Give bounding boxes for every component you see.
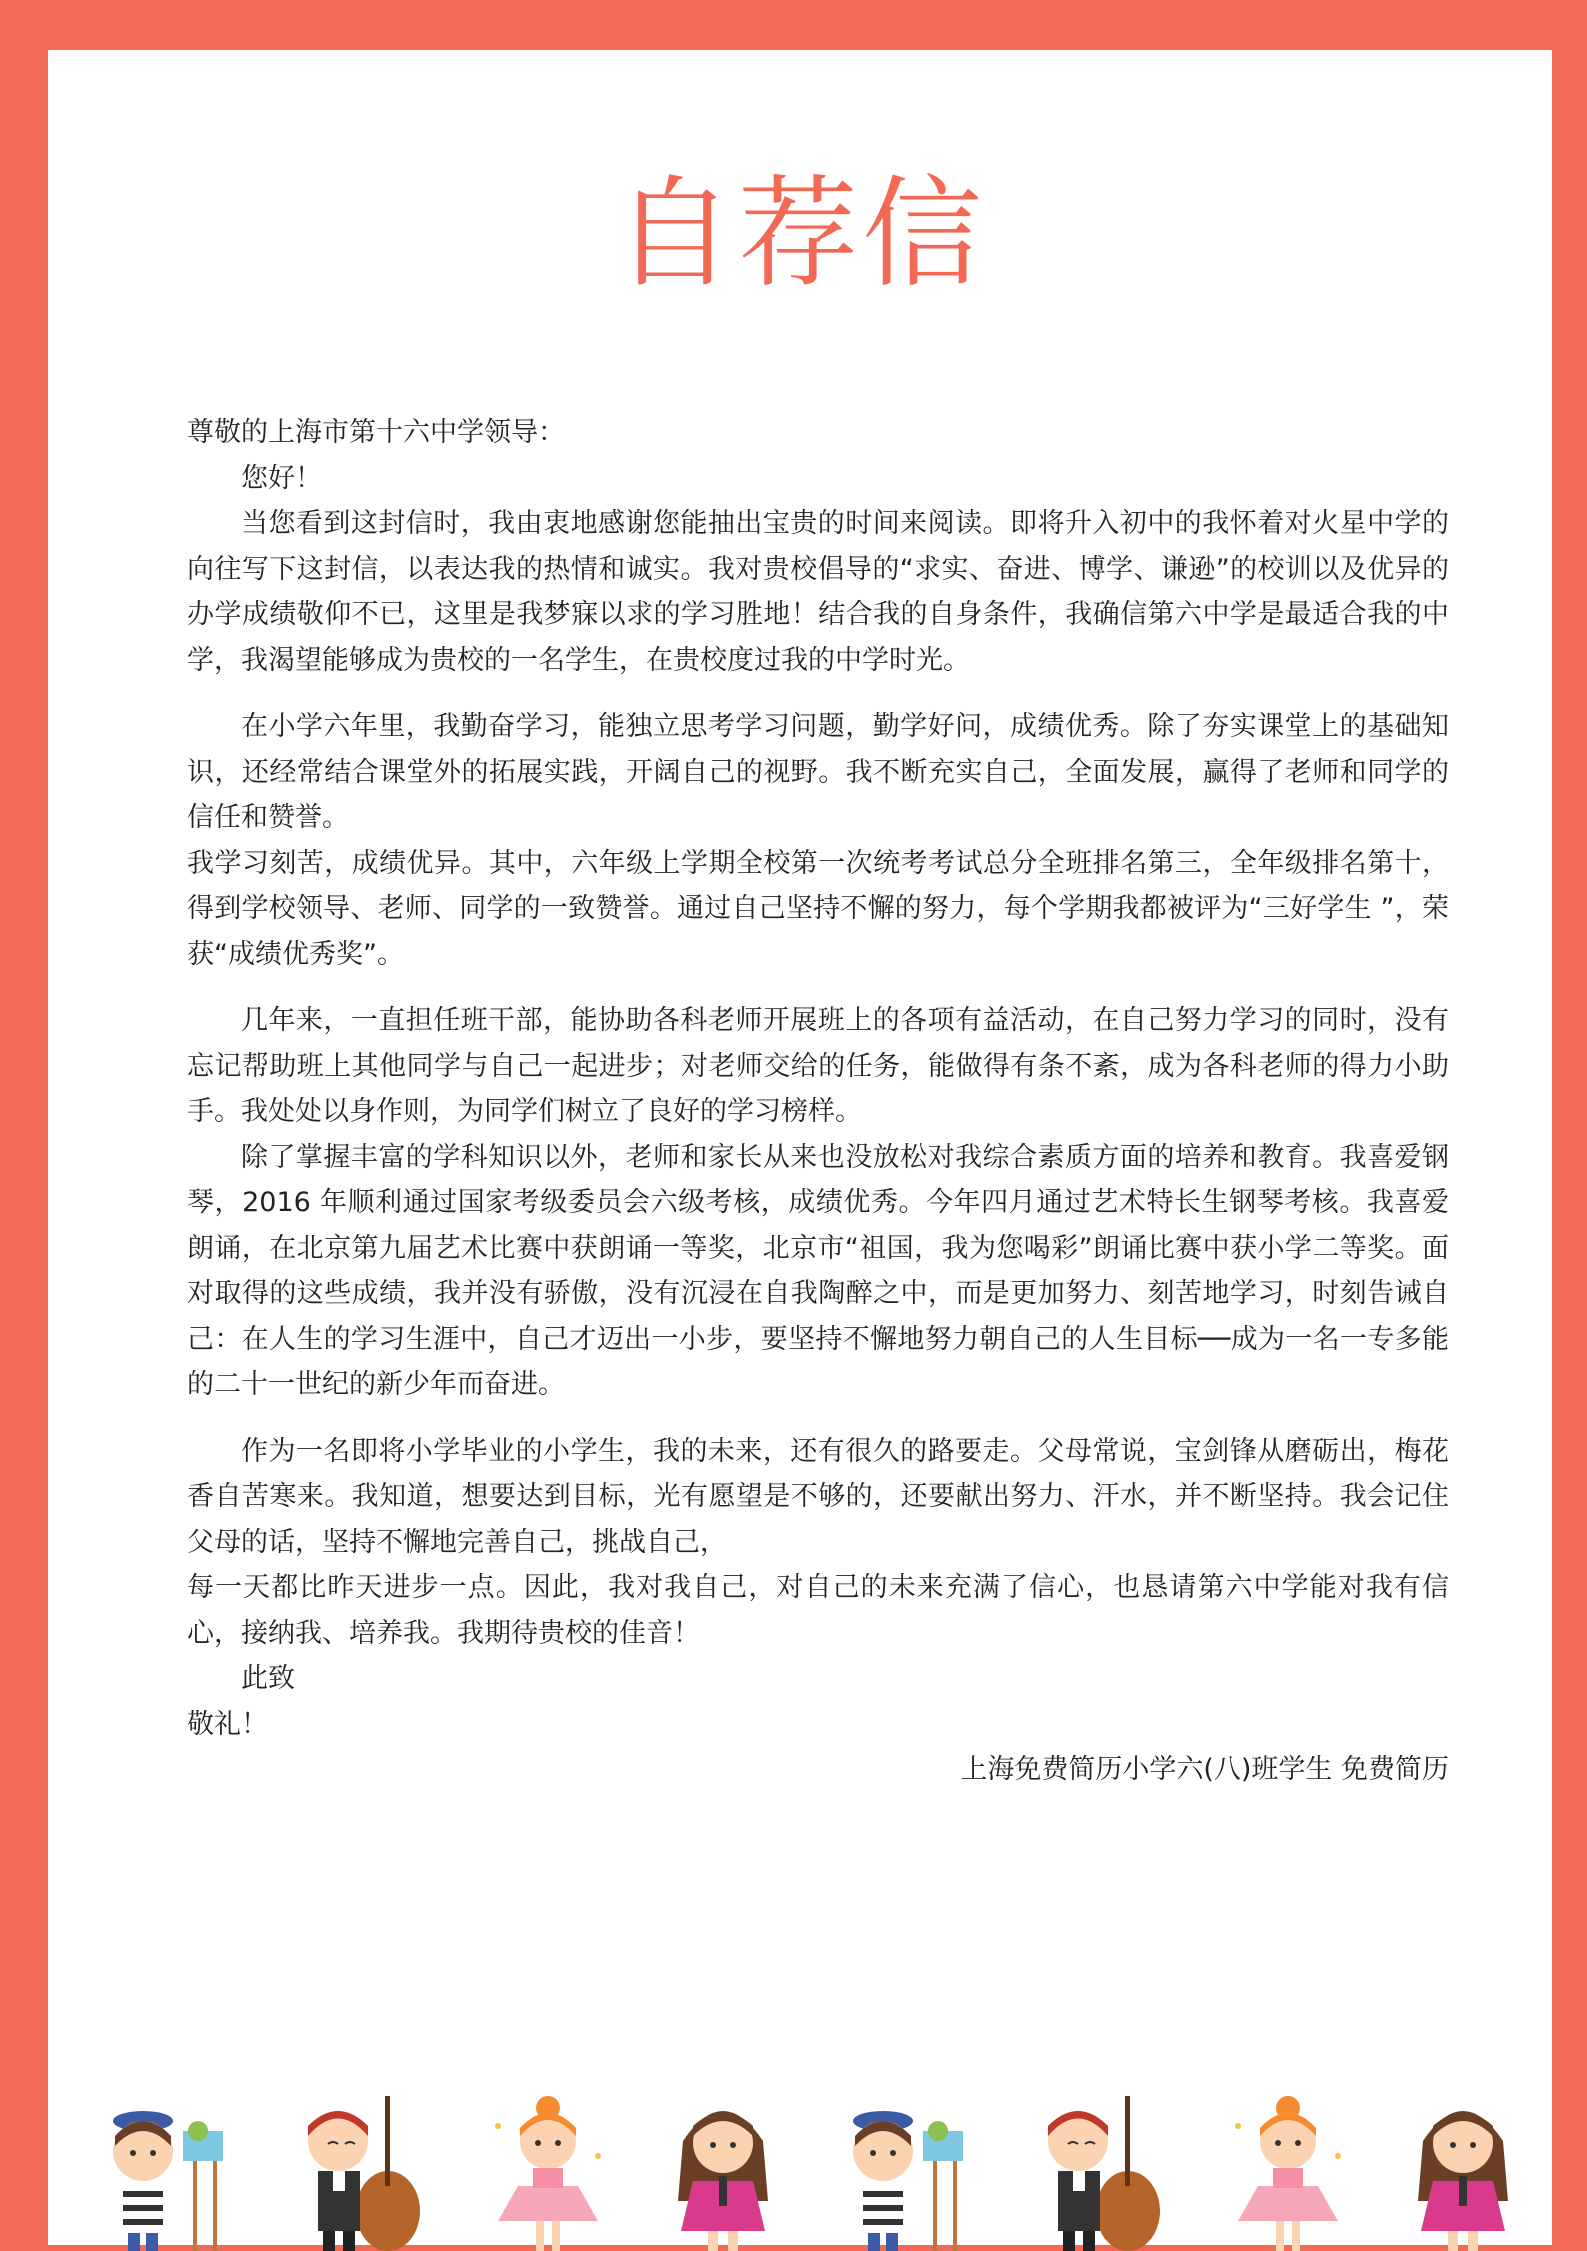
closing-line-2: 敬礼！ (187, 1708, 268, 1740)
letter-body (187, 410, 1449, 1793)
singer-kid-icon (653, 2081, 793, 2251)
paragraph-intro: 当您看到这封信时，我由衷地感谢您能抽出宝贵的时间来阅读。即将升入初中的我怀着对火星中学的向往写下这封信，以表达我的热情和诚实。我对贵校倡导的“求实、奋进、博学、谦逊”的校训以及优异的办学成绩敬仰不已，这里是我梦寐以求的学习胜地！结合我的自身条件，我确信第六中学是最适合我的中学，我渴望能够成为贵校的一名学生，在贵校度过我的中学时光。 (187, 508, 1449, 676)
painter-kid-icon (88, 2091, 238, 2251)
closing-line-1: 此致 (241, 1663, 295, 1694)
paragraph-grades: 我学习刻苦，成绩优异。其中，六年级上学期全校第一次统考考试总分全班排名第三，全年级排名第十，得到学校领导、老师、同学的一致赞誉。通过自己坚持不懈的努力，每个学期我都被评为“三好学生 ”，荣获“成绩优秀奖”。 (187, 847, 1449, 970)
letter-page (48, 50, 1552, 2245)
cellist-kid-icon-2 (1033, 2086, 1173, 2251)
paragraph-study: 在小学六年里，我勤奋学习，能独立思考学习问题，勤学好问，成绩优秀。除了夯实课堂上的基础知识，还经常结合课堂外的拓展实践，开阔自己的视野。我不断充实自己，全面发展，赢得了老师和同学的信任和赞誉。 (187, 711, 1449, 833)
painter-kid-icon-2 (828, 2091, 978, 2251)
page-title: 自荐信 (614, 165, 986, 304)
cellist-kid-icon (293, 2086, 433, 2251)
ballerina-kid-icon-2 (1218, 2086, 1358, 2251)
singer-kid-icon-2 (1393, 2081, 1533, 2251)
paragraph-future: 作为一名即将小学毕业的小学生，我的未来，还有很久的路要走。父母常说，宝剑锋从磨砺出，梅花香自苦寒来。我知道，想要达到目标，光有愿望是不够的，还要献出努力、汗水，并不断坚持。我会记住父母的话，坚持不懈地完善自己，挑战自己， (187, 1435, 1449, 1558)
paragraph-confidence: 每一天都比昨天进步一点。因此，我对我自己，对自己的未来充满了信心，也恳请第六中学能对我有信心，接纳我、培养我。我期待贵校的佳音！ (187, 1572, 1449, 1649)
ballerina-kid-icon (478, 2086, 618, 2251)
paragraph-talents: 除了掌握丰富的学科知识以外，老师和家长从来也没放松对我综合素质方面的培养和教育。我喜爱钢琴，2016 年顺利通过国家考级委员会六级考核，成绩优秀。今年四月通过艺术特长生钢琴考核。我喜爱朗诵，在北京第九届艺术比赛中获朗诵一等奖，北京市“祖国，我为您喝彩”朗诵比赛中获小学二等奖。面对取得的这些成绩，我并没有骄傲，没有沉浸在自我陶醉之中，而是更加努力、刻苦地学习，时刻告诫自己：在人生的学习生涯中，自己才迈出一小步，要坚持不懈地努力朝自己的人生目标──成为一名一专多能的二十一世纪的新少年而奋进。 (187, 1141, 1449, 1400)
paragraph-class-cadre: 几年来，一直担任班干部，能协助各科老师开展班上的各项有益活动，在自己努力学习的同时，没有忘记帮助班上其他同学与自己一起进步；对老师交给的任务，能做得有条不紊，成为各科老师的得力小助手。我处处以身作则，为同学们树立了良好的学习榜样。 (187, 1005, 1449, 1127)
greeting: 您好！ (241, 462, 322, 494)
signature: 上海免费简历小学六(八)班学生 免费简历 (960, 1754, 1449, 1785)
cartoon-kids-decoration (48, 2090, 1552, 2245)
salutation: 尊敬的上海市第十六中学领导： (187, 417, 565, 448)
